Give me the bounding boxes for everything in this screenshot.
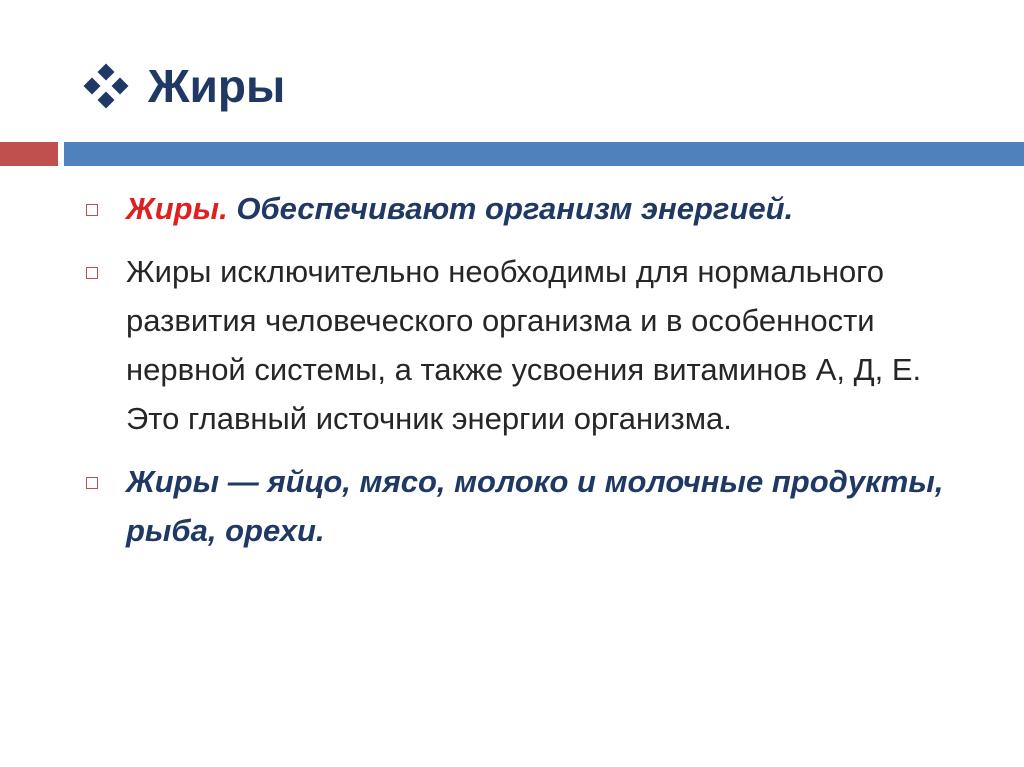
accent-bar-red: [0, 142, 58, 166]
bullet-text: [126, 184, 793, 233]
bullet-lead: Жиры.: [126, 191, 228, 226]
title-row: [82, 56, 285, 116]
square-bullet-icon: [86, 267, 98, 279]
bullet-rest: Обеспечивают организм энергией.: [227, 191, 794, 226]
bullet-list: [72, 184, 972, 569]
bullet-text: Жиры — яйцо, мясо, молоко и молочные продукты, рыба, орехи.: [126, 464, 944, 548]
bullet-item: [72, 457, 972, 555]
diamond-bullet-icon: [82, 62, 130, 110]
square-bullet-icon: [86, 477, 98, 489]
accent-bar-blue: [64, 142, 1024, 166]
slide-title: Жиры: [148, 60, 286, 112]
bullet-item: [72, 247, 972, 443]
square-bullet-icon: [86, 204, 98, 216]
bullet-text: Жиры исключительно необходимы для нормального развития человеческого организма и в особенности нервной системы, а также усвоения витаминов А, Д, Е. Это главный источник энергии организма.: [126, 254, 922, 436]
bullet-item: [72, 184, 972, 233]
